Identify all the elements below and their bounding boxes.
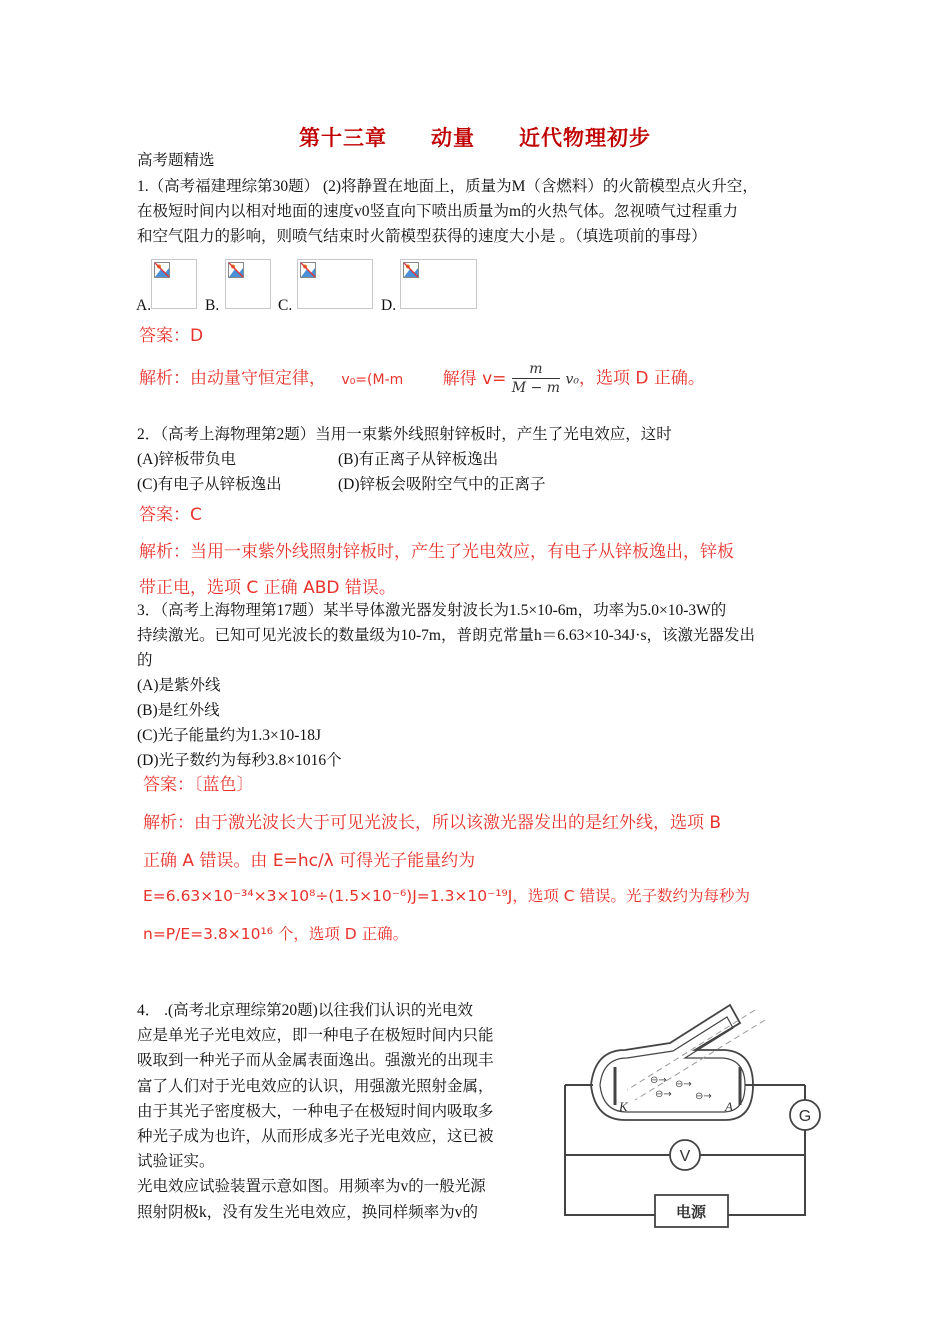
- q1-option-c-image: [297, 259, 373, 309]
- q1-line-3: 和空气阻力的影响，则喷气结束时火箭模型获得的速度大小是 。（填选项前的事母）: [137, 228, 707, 245]
- q1-option-b-image: [225, 259, 271, 309]
- q3-line-2: 持续激光。已知可见光波长的数量级为10-7m，普朗克常量h＝6.63×10-34J·s，该激光器发出: [137, 627, 755, 644]
- q2-option-b: (B)有正离子从锌板逸出: [338, 451, 499, 468]
- q4-line: 吸取到一种光子而从金属表面逸出。强激光的出现丰: [137, 1052, 494, 1070]
- broken-image-icon: [403, 262, 419, 278]
- q4-body: [137, 998, 494, 1225]
- q1-analysis: [139, 360, 705, 397]
- electrons: [650, 1075, 712, 1102]
- q4-line: 试验证实。: [137, 1153, 215, 1171]
- q1-option-a-image: [151, 259, 197, 309]
- q2-option-a: (A)锌板带负电: [137, 451, 237, 468]
- q1-analysis-equation: v₀=(M-m: [341, 371, 404, 388]
- electron: ⊖→: [650, 1075, 667, 1086]
- title-momentum: 动量: [431, 126, 475, 150]
- q4-line: 光电效应试验装置示意如图。用频率为v的一般光源: [137, 1178, 486, 1196]
- broken-image-icon: [228, 262, 244, 278]
- light-beam-1: [627, 1010, 755, 1090]
- q4-line: 4． .(高考北京理综第20题)以往我们认识的光电效: [137, 1002, 473, 1019]
- broken-image-icon: [300, 262, 316, 278]
- section-heading: 高考题精选: [137, 152, 215, 169]
- q3-line-1: 3．（高考上海物理第17题）某半导体激光器发射波长为1.5×10-6m，功率为5.0×10-3W的: [137, 602, 727, 619]
- q1-analysis-solve: 解得 v=: [442, 368, 507, 389]
- power-source-label: 电源: [675, 1203, 707, 1221]
- galvanometer-label: G: [798, 1108, 812, 1125]
- photoelectric-apparatus-diagram: [555, 995, 830, 1235]
- title-modern-physics: 近代物理初步: [519, 126, 651, 150]
- q1-option-d-label: D.: [381, 297, 397, 314]
- circuit-wire-right: [728, 1125, 805, 1215]
- electron: ⊖→: [655, 1089, 672, 1100]
- q3-option-c: (C)光子能量约为1.3×10-18J: [137, 727, 321, 744]
- q3-option-d: (D)光子数约为每秒3.8×1016个: [137, 752, 342, 769]
- q3-option-a: (A)是紫外线: [137, 677, 221, 694]
- voltmeter-label: V: [679, 1148, 691, 1165]
- q2-analysis-line-1: 解析：当用一束紫外线照射锌板时，产生了光电效应，有电子从锌板逸出，锌板: [139, 542, 734, 562]
- broken-image-icon: [154, 262, 170, 278]
- q1-option-b-label: B.: [205, 297, 220, 314]
- q3-analysis-line-3: E=6.63×10⁻³⁴×3×10⁸÷(1.5×10⁻⁶)J=1.3×10⁻¹⁹J，选项 C 错误。光子数约为每秒为: [143, 887, 750, 905]
- q2-option-c: (C)有电子从锌板逸出: [137, 476, 282, 493]
- cathode-label: K: [619, 1099, 628, 1114]
- q1-line-2: 在极短时间内以相对地面的速度v0竖直向下喷出质量为m的火热气体。忽视喷气过程重力: [137, 203, 739, 220]
- electron: ⊖→: [675, 1079, 692, 1090]
- q2-answer: 答案：C: [139, 505, 202, 525]
- q4-line: 由于其光子密度极大，一种电子在极短时间内吸取多: [137, 1102, 494, 1120]
- q4-line: 照射阴极k，没有发生光电效应，换同样频率为v的: [137, 1203, 479, 1221]
- q3-analysis-line-2: 正确 A 错误。由 E=hc/λ 可得光子能量约为: [143, 851, 476, 871]
- q1-fraction-numerator: m: [512, 360, 560, 379]
- q1-option-c-label: C.: [278, 297, 293, 314]
- q3-option-b: (B)是红外线: [137, 702, 220, 719]
- circuit-wire-left: [565, 1085, 655, 1215]
- q1-line-1: 1.（高考福建理综第30题） (2)将静置在地面上，质量为M（含燃料）的火箭模型点火升空，: [137, 178, 758, 195]
- anode-label: A: [725, 1099, 733, 1114]
- electron: ⊖→: [695, 1091, 712, 1102]
- q2-stem: 2．（高考上海物理第2题）当用一束紫外线照射锌板时，产生了光电效应，这时: [137, 426, 672, 443]
- q4-line: 富了人们对于光电效应的认识，用强激光照射金属，: [137, 1077, 494, 1095]
- q1-analysis-conclusion: ，选项 D 正确。: [578, 368, 705, 389]
- q4-line: 应是单光子光电效应，即一种电子在极短时间内只能: [137, 1027, 494, 1045]
- q2-option-d: (D)锌板会吸附空气中的正离子: [338, 476, 546, 493]
- q1-analysis-intro: 解析：由动量守恒定律，: [139, 368, 326, 389]
- vacuum-tube-inner: [600, 1017, 745, 1112]
- q1-fraction: [512, 360, 560, 397]
- q1-fraction-tail: v₀: [565, 371, 579, 388]
- q3-analysis-line-1: 解析：由于激光波长大于可见光波长，所以该激光器发出的是红外线，选项 B: [143, 813, 722, 833]
- title-chapter: 第十三章: [299, 126, 387, 150]
- q2-analysis-line-2: 带正电，选项 C 正确 ABD 错误。: [139, 578, 396, 598]
- q3-analysis-line-4: n=P/E=3.8×10¹⁶ 个，选项 D 正确。: [143, 925, 409, 943]
- q1-option-a-label: A.: [136, 297, 152, 314]
- q4-line: 种光子成为也许，从而形成多光子光电效应，这已被: [137, 1128, 494, 1146]
- q1-answer: 答案：D: [139, 326, 204, 346]
- q3-answer: 答案：〔蓝色〕: [143, 775, 254, 795]
- q3-line-3: 的: [137, 652, 153, 669]
- q1-fraction-denominator: M − m: [511, 380, 561, 396]
- q1-option-d-image: [400, 259, 477, 309]
